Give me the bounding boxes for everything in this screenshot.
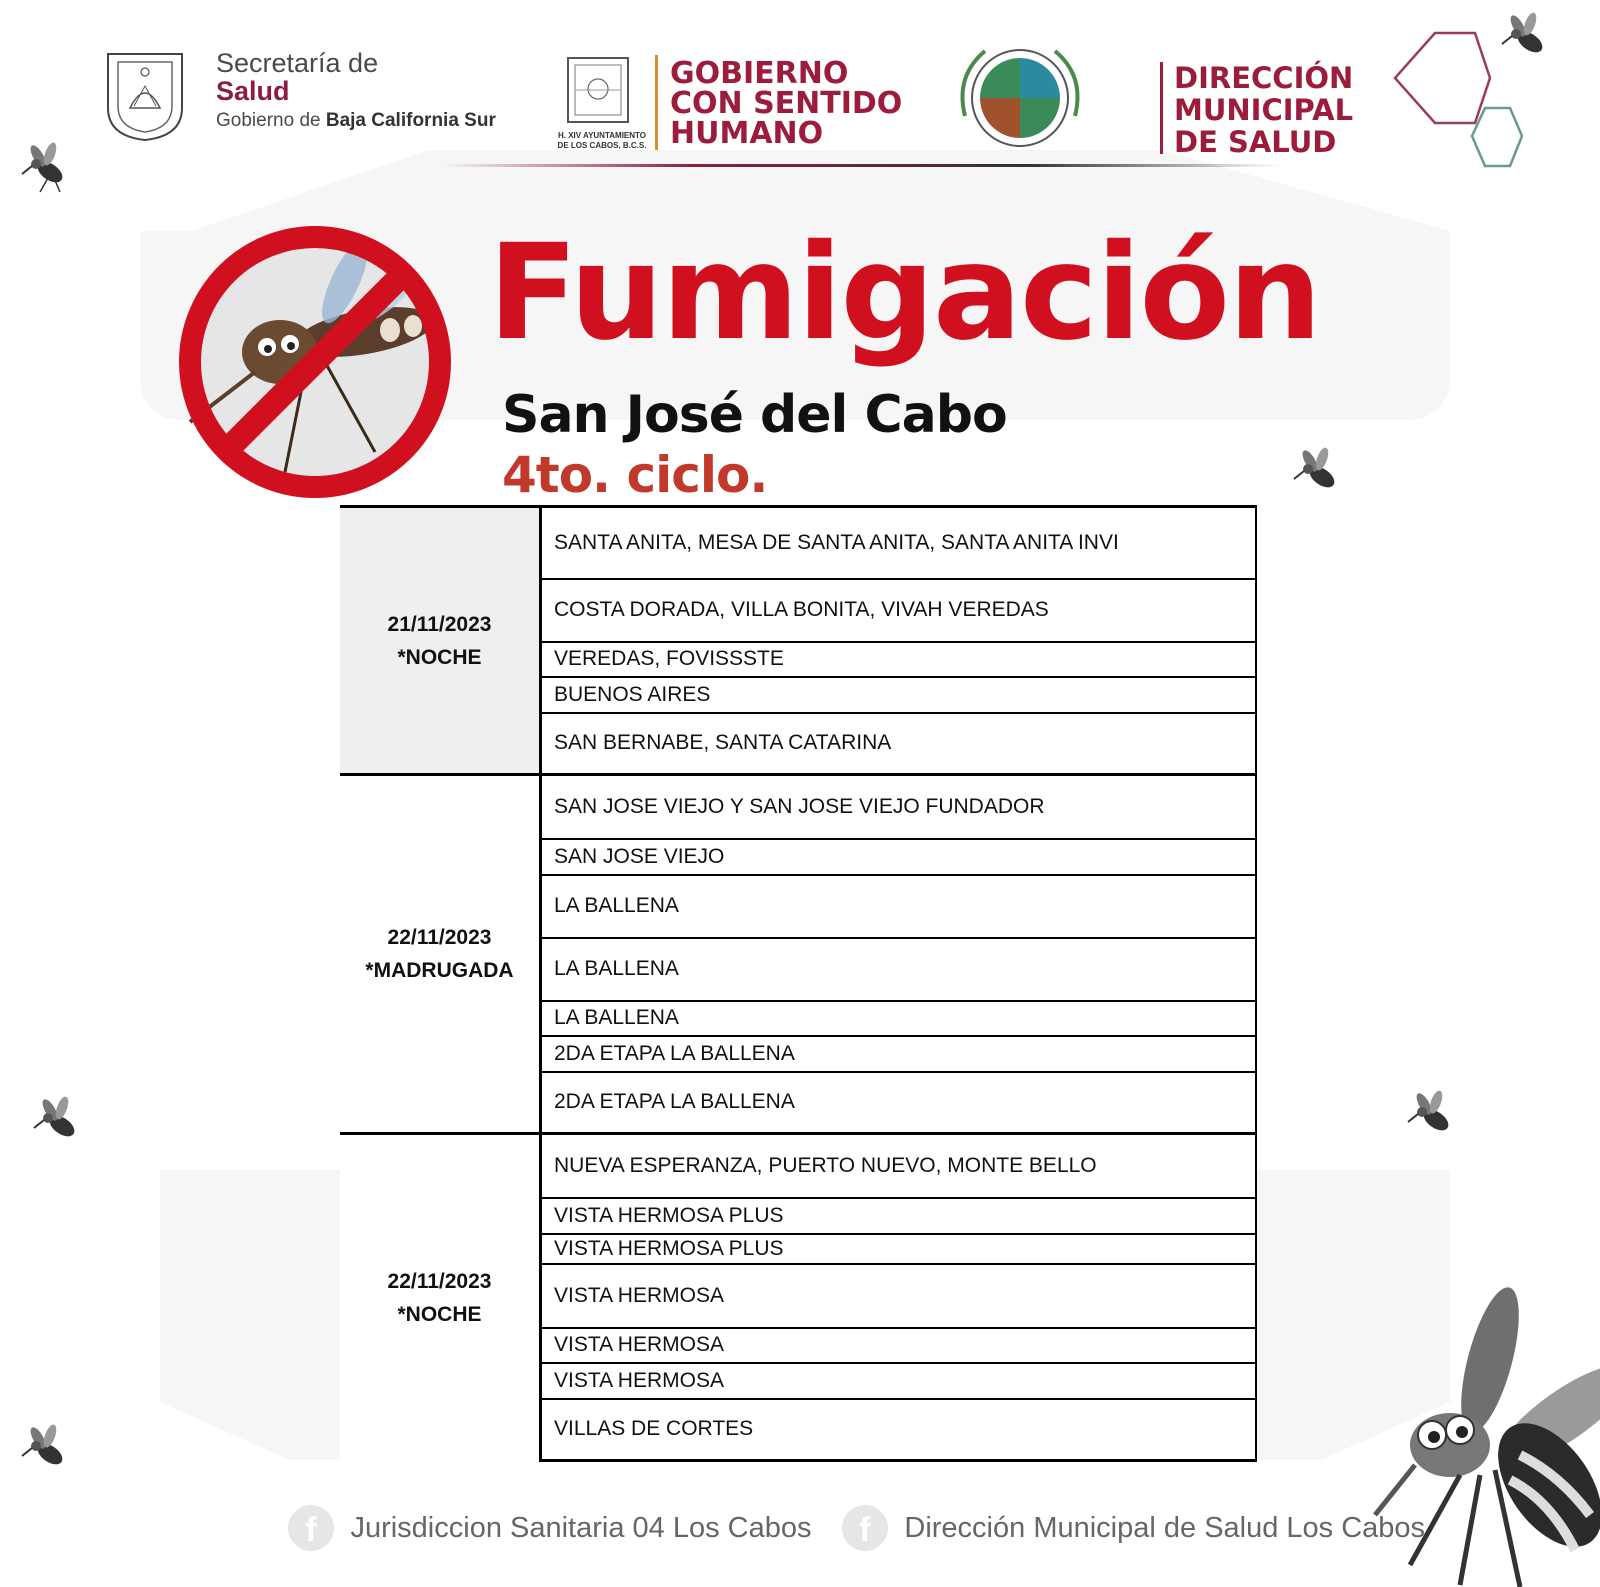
- mosquito-icon: [1292, 447, 1342, 499]
- location-cell: VISTA HERMOSA PLUS: [541, 1198, 1257, 1234]
- schedule-period: *NOCHE: [397, 1302, 482, 1326]
- location-cell: SAN JOSE VIEJO: [541, 839, 1257, 875]
- mosquito-icon: [1406, 1090, 1456, 1142]
- ayuntamiento-caption-line: H. XIV AYUNTAMIENTO: [557, 131, 646, 140]
- ayuntamiento-badge-icon: [565, 55, 631, 125]
- facebook-page-name: Dirección Municipal de Salud Los Cabos: [904, 1511, 1426, 1544]
- location-cell: VISTA HERMOSA: [541, 1264, 1257, 1328]
- location-cell: SAN BERNABE, SANTA CATARINA: [541, 713, 1257, 775]
- location-cell: LA BALLENA: [541, 875, 1257, 938]
- schedule-row: [340, 775, 1256, 839]
- mosquito-icon: [20, 142, 70, 194]
- schedule-date: 22/11/2023: [387, 926, 492, 949]
- ayuntamiento-emblem-icon: [945, 36, 1095, 166]
- no-mosquito-icon: [175, 222, 455, 502]
- schedule-row: [340, 507, 1256, 579]
- schedule-body: [340, 507, 1256, 1461]
- date-cell: [340, 1134, 541, 1461]
- location-cell: LA BALLENA: [541, 1001, 1257, 1036]
- schedule-date: 22/11/2023: [387, 1269, 492, 1293]
- maroon-divider: [1160, 62, 1163, 154]
- direccion-line: MUNICIPAL: [1174, 93, 1354, 127]
- location-cell: 2DA ETAPA LA BALLENA: [541, 1036, 1257, 1072]
- fumigation-schedule-table: [340, 505, 1257, 1462]
- secretaria-salud-label: Salud: [216, 76, 290, 106]
- direccion-municipal-title: [1174, 62, 1353, 158]
- footer-social: [288, 1505, 1451, 1555]
- mosquito-icon: [32, 1096, 82, 1148]
- direccion-line: DIRECCIÓN: [1174, 61, 1354, 95]
- schedule-period: *NOCHE: [397, 645, 482, 669]
- gold-divider: [655, 55, 658, 150]
- secretaria-title: Secretaría de: [216, 48, 379, 78]
- location-cell: LA BALLENA: [541, 938, 1257, 1001]
- facebook-icon: f: [842, 1505, 888, 1551]
- location-cell: BUENOS AIRES: [541, 677, 1257, 713]
- state-seal-icon: [100, 48, 190, 142]
- mosquito-icon: [1500, 12, 1550, 64]
- cycle-label: 4to. ciclo.: [502, 446, 768, 504]
- location-cell: 2DA ETAPA LA BALLENA: [541, 1072, 1257, 1134]
- gobierno-slogan: [670, 56, 903, 151]
- location-subtitle: San José del Cabo: [502, 385, 1007, 445]
- facebook-link-jurisdiccion[interactable]: [288, 1505, 811, 1551]
- gobierno-sentido-humano-logo: [557, 55, 925, 155]
- mosquito-icon: [20, 1424, 70, 1476]
- slogan-line: GOBIERNO: [670, 56, 849, 91]
- date-cell: [340, 775, 541, 1134]
- facebook-link-direccion[interactable]: [842, 1505, 1425, 1551]
- direccion-line: DE SALUD: [1174, 125, 1337, 159]
- page-title: Fumigación: [488, 216, 1321, 370]
- location-cell: SAN JOSE VIEJO Y SAN JOSE VIEJO FUNDADOR: [541, 775, 1257, 839]
- slogan-line: HUMANO: [670, 116, 824, 151]
- location-cell: VISTA HERMOSA: [541, 1328, 1257, 1363]
- gobierno-state: Baja California Sur: [325, 110, 496, 131]
- schedule-row: [340, 1134, 1256, 1198]
- secretaria-salud-logo: [100, 48, 550, 148]
- ayuntamiento-caption: [557, 131, 647, 151]
- location-cell: VEREDAS, FOVISSSTE: [541, 642, 1257, 677]
- location-cell: VILLAS DE CORTES: [541, 1399, 1257, 1461]
- location-cell: VISTA HERMOSA PLUS: [541, 1234, 1257, 1264]
- facebook-page-name: Jurisdiccion Sanitaria 04 Los Cabos: [350, 1511, 812, 1544]
- gobierno-bcs-label: [216, 110, 496, 132]
- schedule-date: 21/11/2023: [387, 612, 492, 636]
- ayuntamiento-caption-line: DE LOS CABOS, B.C.S.: [557, 141, 647, 150]
- date-cell: [340, 507, 541, 775]
- location-cell: COSTA DORADA, VILLA BONITA, VIVAH VEREDAS: [541, 579, 1257, 642]
- facebook-icon: f: [288, 1505, 334, 1551]
- header-divider: [440, 164, 1280, 167]
- schedule-period: *MADRUGADA: [365, 959, 514, 982]
- slogan-line: CON SENTIDO: [670, 86, 903, 121]
- gobierno-prefix: Gobierno de: [216, 110, 321, 131]
- location-cell: VISTA HERMOSA: [541, 1363, 1257, 1399]
- location-cell: NUEVA ESPERANZA, PUERTO NUEVO, MONTE BELLO: [541, 1134, 1257, 1198]
- location-cell: SANTA ANITA, MESA DE SANTA ANITA, SANTA ANITA INVI: [541, 507, 1257, 579]
